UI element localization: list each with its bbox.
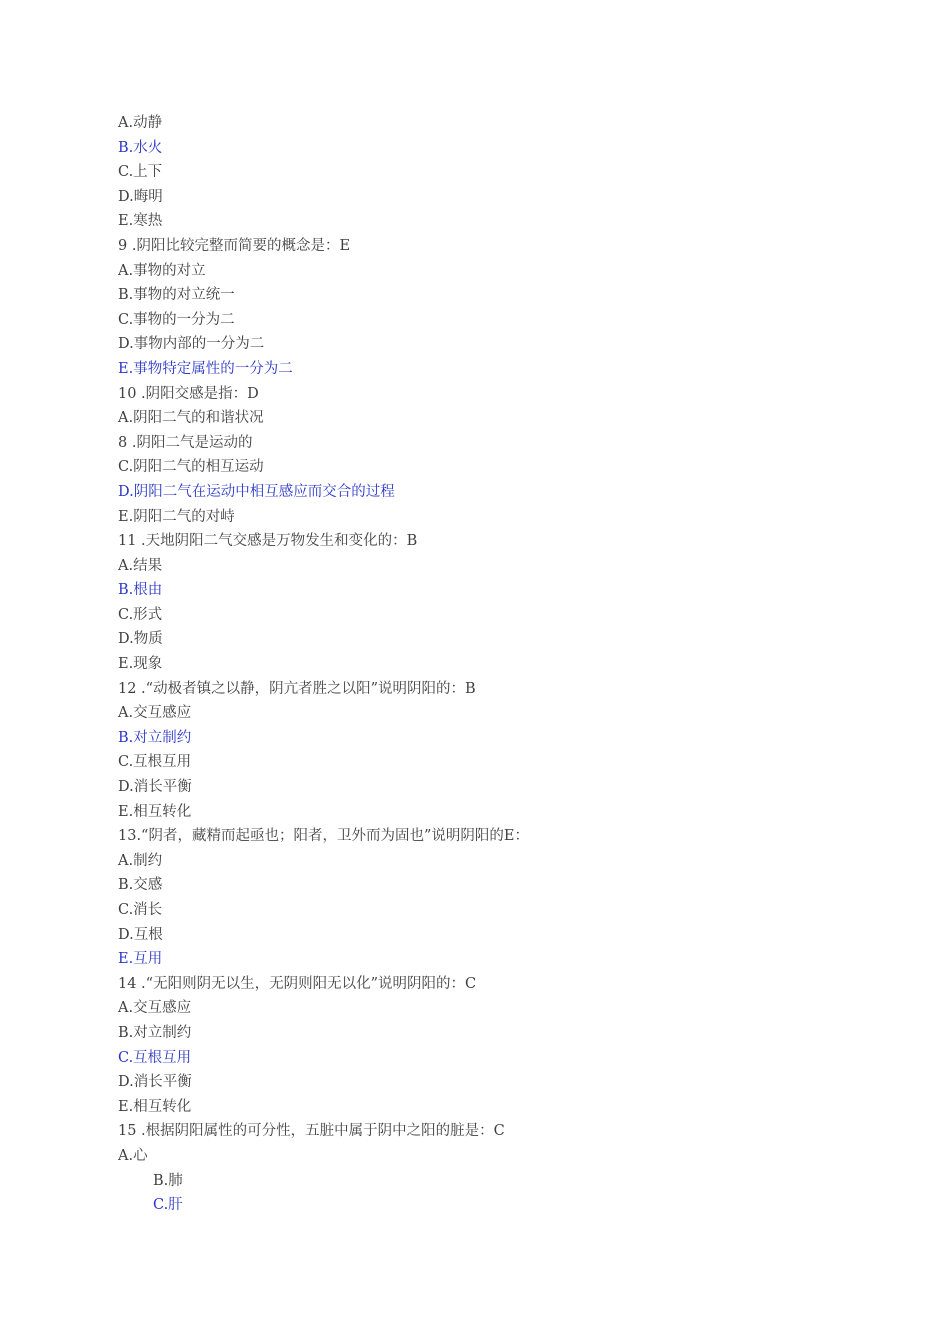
text-line: D.晦明 bbox=[118, 188, 163, 205]
text-line: E.相互转化 bbox=[118, 803, 192, 820]
text-line: 12 .“动极者镇之以静，阴亢者胜之以阳”说明阴阳的：B bbox=[118, 680, 476, 697]
answer-option-line: E.互用 bbox=[118, 951, 163, 968]
text-line: C.阴阳二气的相互运动 bbox=[118, 459, 264, 476]
answer-option-line: D.阴阳二气在运动中相互感应而交合的过程 bbox=[118, 483, 395, 500]
text-line: D.消长平衡 bbox=[118, 1074, 192, 1091]
answer-option-line: B.水火 bbox=[118, 139, 163, 156]
text-line: 8 .阴阳二气是运动的 bbox=[118, 434, 253, 451]
text-line: D.物质 bbox=[118, 631, 163, 648]
answer-option-line: B.根由 bbox=[118, 582, 163, 599]
text-line: A.心 bbox=[118, 1147, 148, 1164]
text-line: A.制约 bbox=[118, 852, 163, 869]
answer-option-line: C.肝 bbox=[153, 1197, 183, 1214]
text-line: C.事物的一分为二 bbox=[118, 311, 235, 328]
text-line: 10 .阴阳交感是指：D bbox=[118, 385, 259, 402]
text-line: D.互根 bbox=[118, 926, 163, 943]
text-line: A.交互感应 bbox=[118, 1000, 192, 1017]
text-line: D.事物内部的一分为二 bbox=[118, 336, 265, 353]
text-line: 13.“阴者，藏精而起亟也；阳者，卫外而为固也”说明阴阳的E： bbox=[118, 828, 529, 845]
text-line: C.互根互用 bbox=[118, 754, 192, 771]
text-line: A.事物的对立 bbox=[118, 262, 206, 279]
text-line: E.寒热 bbox=[118, 213, 163, 230]
text-line: B.肺 bbox=[153, 1172, 183, 1189]
text-line: C.上下 bbox=[118, 164, 163, 181]
text-line: A.结果 bbox=[118, 557, 163, 574]
text-line: E.现象 bbox=[118, 656, 163, 673]
text-line: C.消长 bbox=[118, 902, 163, 918]
answer-option-line: C.互根互用 bbox=[118, 1049, 192, 1066]
answer-option-line: E.事物特定属性的一分为二 bbox=[118, 360, 293, 377]
text-line: A.阴阳二气的和谐状况 bbox=[118, 410, 264, 427]
text-line: 11 .天地阴阳二气交感是万物发生和变化的：B bbox=[118, 533, 418, 550]
text-line: B.事物的对立统一 bbox=[118, 287, 235, 304]
text-line: B.对立制约 bbox=[118, 1024, 192, 1041]
text-line: B.交感 bbox=[118, 877, 163, 894]
text-line: 15 .根据阴阳属性的可分性，五脏中属于阴中之阳的脏是：C bbox=[118, 1123, 505, 1140]
text-line: A.交互感应 bbox=[118, 705, 192, 722]
text-line: A.动静 bbox=[118, 115, 163, 131]
text-line: C.形式 bbox=[118, 606, 163, 623]
text-line: D.消长平衡 bbox=[118, 779, 192, 796]
text-line: 9 .阴阳比较完整而简要的概念是：E bbox=[118, 237, 351, 254]
text-line: E.相互转化 bbox=[118, 1098, 192, 1115]
text-line: E.阴阳二气的对峙 bbox=[118, 508, 235, 525]
document-page bbox=[118, 111, 898, 1218]
text-line: 14 .“无阳则阴无以生，无阴则阳无以化”说明阴阳的：C bbox=[118, 975, 477, 992]
answer-option-line: B.对立制约 bbox=[118, 729, 192, 746]
